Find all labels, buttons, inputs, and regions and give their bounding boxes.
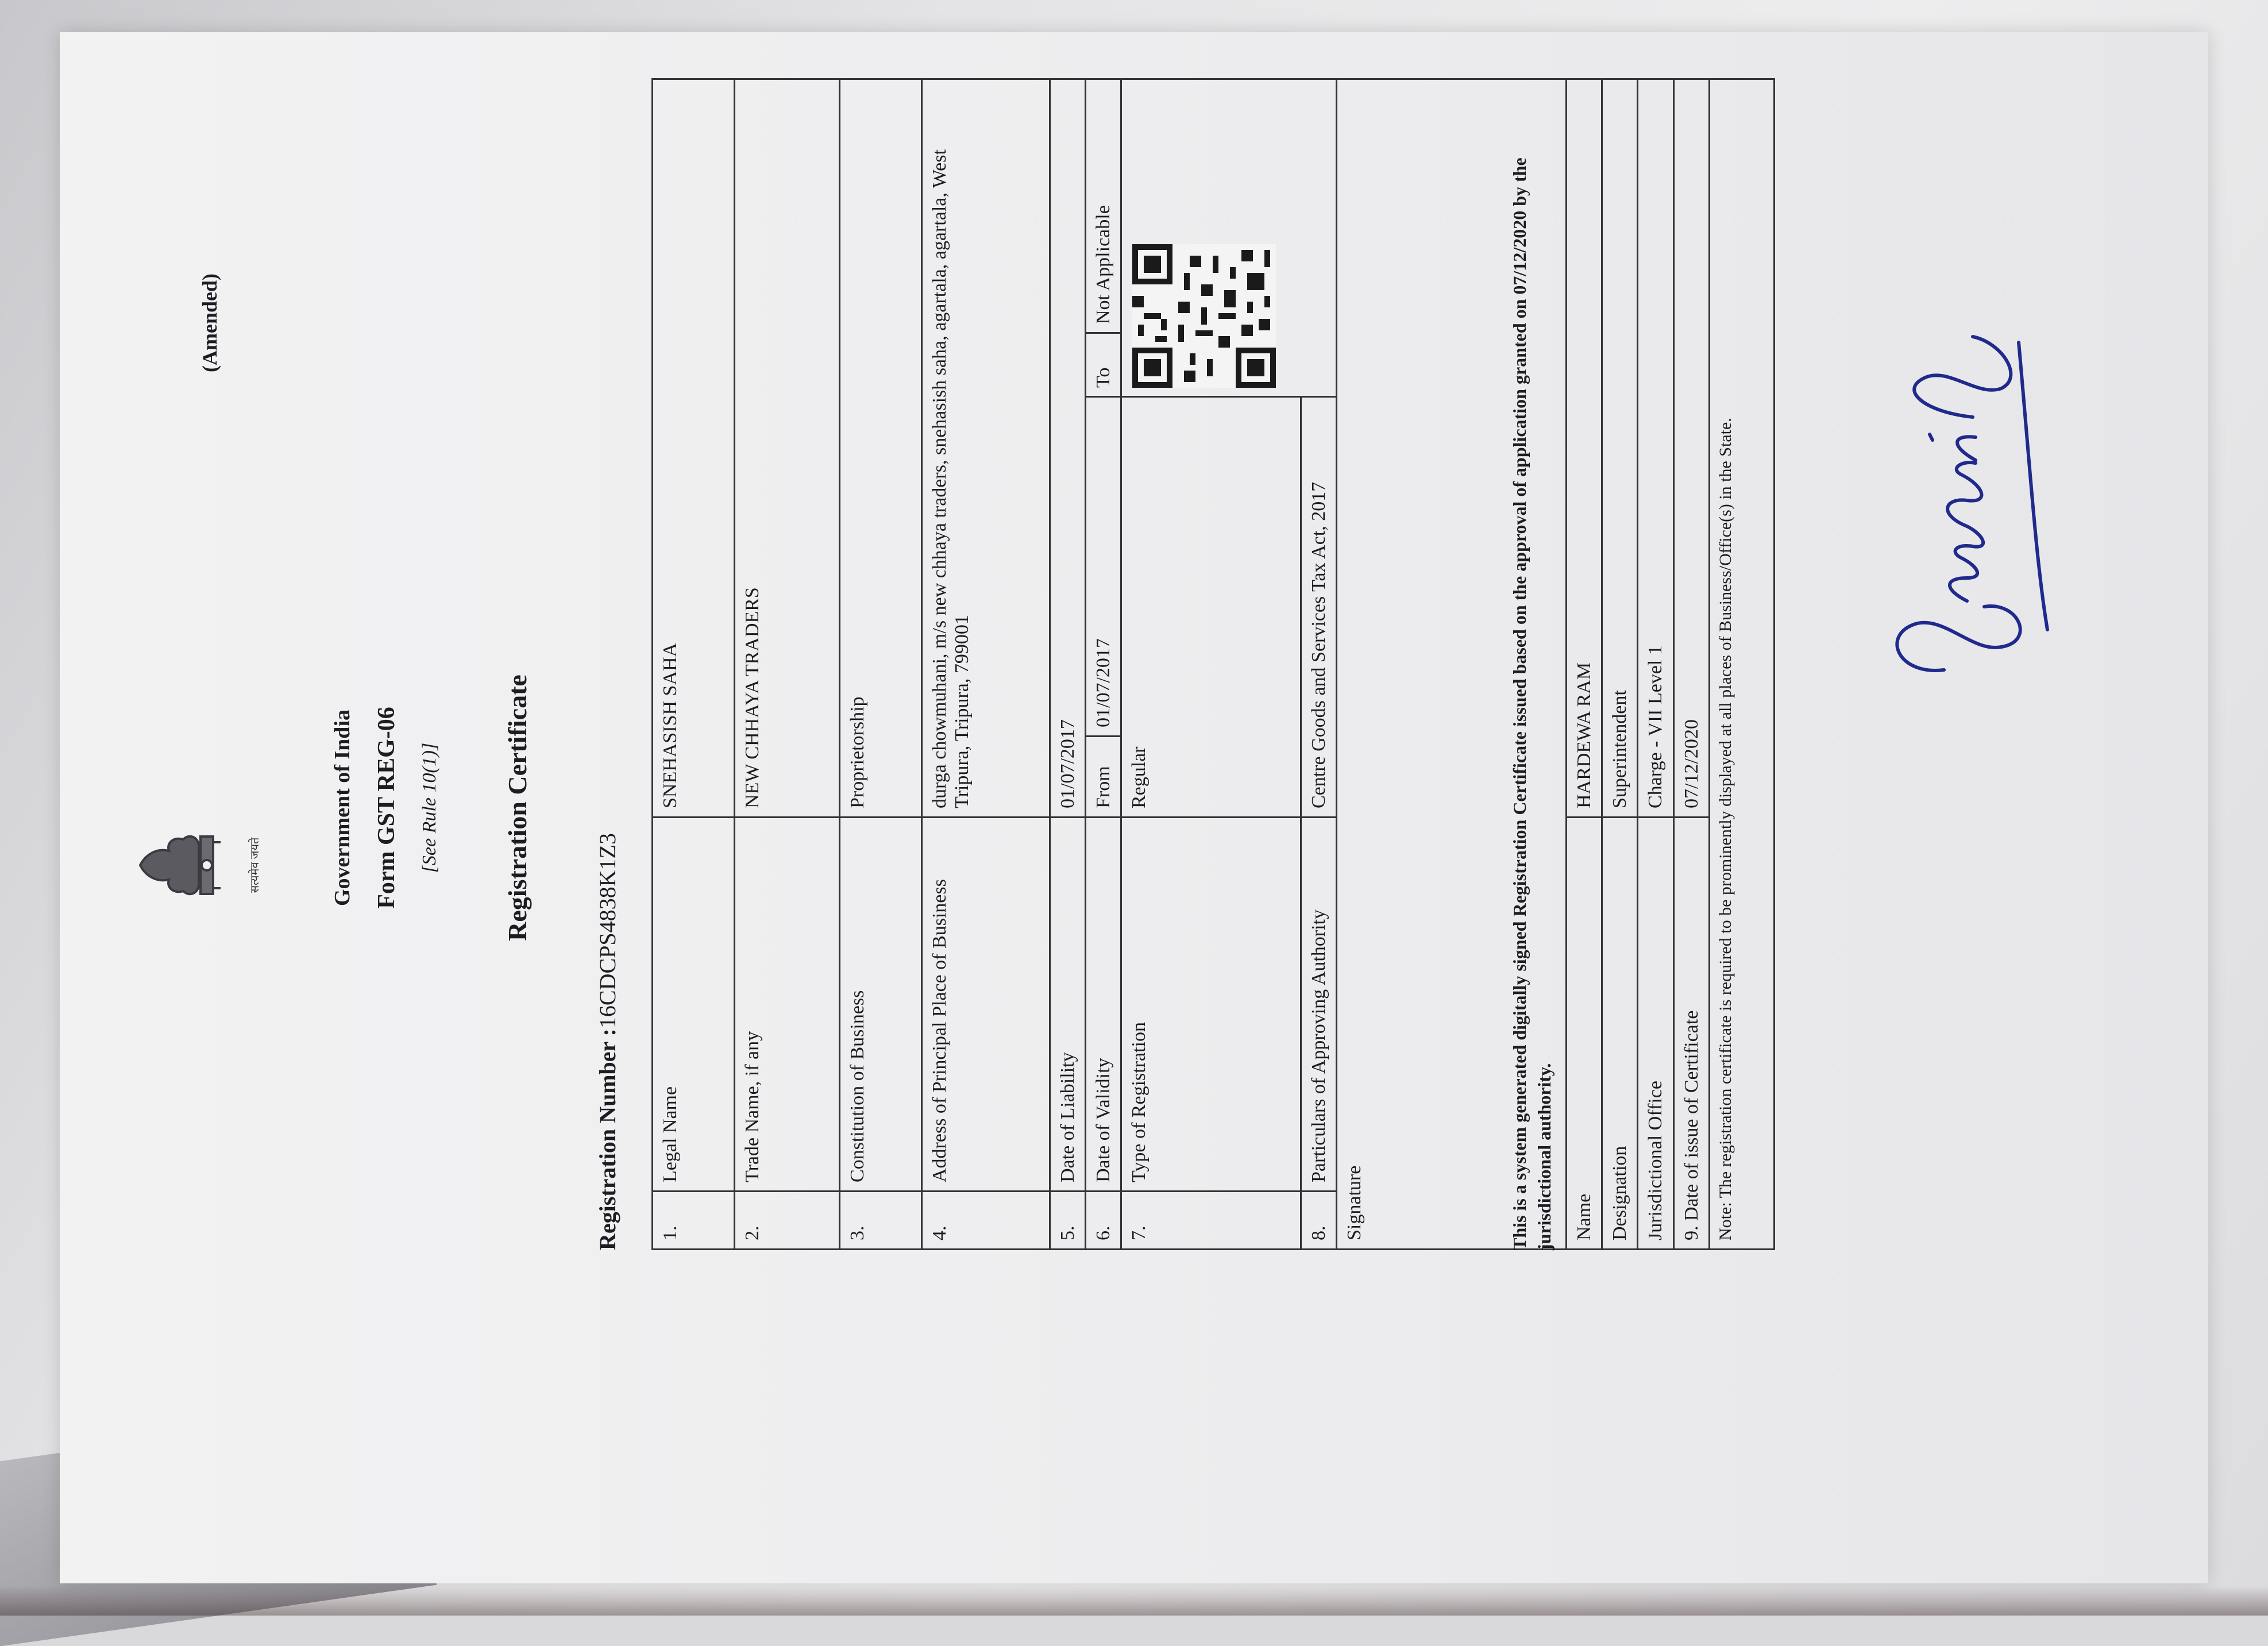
emblem-motto: सत्यमेव जयते <box>249 837 261 893</box>
table-row <box>1602 79 1638 1250</box>
row-label: Constitution of Business <box>840 818 922 1192</box>
liability-date-value: 01/07/2017 <box>1050 79 1086 818</box>
jurisdictional-office-label: Jurisdictional Office <box>1638 818 1673 1250</box>
row-label: Date of Validity <box>1086 818 1121 1192</box>
name-label: Name <box>1567 818 1602 1250</box>
constitution-value: Proprietorship <box>840 79 922 818</box>
national-emblem-icon <box>134 819 244 911</box>
jurisdictional-office-value: Charge - VII Level 1 <box>1638 79 1673 818</box>
system-generated-footer: This is a system generated digitally signed Registration Certificate issued based on the approval of application granted on 07/12/2020 by the jurisdictional authority. <box>1509 157 1555 1250</box>
qr-code-icon <box>1132 244 1276 388</box>
validity-from-value: 01/07/2017 <box>1086 397 1121 737</box>
validity-to-label: To <box>1086 333 1121 397</box>
table-row <box>735 79 840 1250</box>
signature-label: Signature <box>1337 818 1567 1250</box>
bottom-shadow <box>0 1586 2268 1616</box>
row-number: 2. <box>735 1192 840 1250</box>
legal-name-value: SNEHASISH SAHA <box>653 79 735 818</box>
government-heading: Government of India <box>330 710 354 906</box>
table-row <box>653 79 735 1250</box>
row-number: 3. <box>840 1192 922 1250</box>
table-row <box>1567 79 1602 1250</box>
certificate-table <box>651 78 1775 1250</box>
row-label: Legal Name <box>653 818 735 1192</box>
table-row <box>1050 79 1086 1250</box>
designation-label: Designation <box>1602 818 1638 1250</box>
trade-name-value: NEW CHHAYA TRADERS <box>735 79 840 818</box>
display-note: Note: The registration certificate is required to be prominently displayed at all places of Business/Office(s) in the State. <box>1709 79 1774 1250</box>
certificate-page <box>60 32 2208 1583</box>
rule-subheading: [See Rule 10(1)] <box>419 742 440 873</box>
row-number: 4. <box>922 1192 1050 1250</box>
row-number: 5. <box>1050 1192 1086 1250</box>
issue-date-value: 07/12/2020 <box>1673 79 1709 818</box>
address-value: durga chowmuhani, m/s new chhaya traders, snehasish saha, agartala, agartala, West Tripura, Tripura, 799001 <box>922 79 1050 818</box>
row-number: 1. <box>653 1192 735 1250</box>
row-label: Particulars of Approving Authority <box>1301 818 1337 1192</box>
table-row <box>1086 79 1121 1250</box>
table-row <box>1709 79 1774 1250</box>
row-label: Date of Liability <box>1050 818 1086 1192</box>
registration-number-label: Registration Number : <box>595 1028 620 1250</box>
name-value: HARDEWA RAM <box>1567 79 1602 818</box>
row-label: Trade Name, if any <box>735 818 840 1192</box>
registration-number-value: 16CDCPS4838K1Z3 <box>595 833 620 1029</box>
qr-cell <box>1121 79 1337 397</box>
form-heading: Form GST REG-06 <box>373 707 400 909</box>
table-row <box>1673 79 1709 1250</box>
amended-label: (Amended) <box>198 273 221 372</box>
row-number: 8. <box>1301 1192 1337 1250</box>
row-number: 6. <box>1086 1192 1121 1250</box>
handwritten-signature <box>1829 319 2070 687</box>
approving-authority-value: Centre Goods and Services Tax Act, 2017 <box>1301 397 1337 818</box>
row-label: Address of Principal Place of Business <box>922 818 1050 1192</box>
designation-value: Superintendent <box>1602 79 1638 818</box>
table-row <box>1638 79 1673 1250</box>
table-row <box>840 79 922 1250</box>
issue-date-label: 9. Date of issue of Certificate <box>1673 818 1709 1250</box>
validity-from-label: From <box>1086 737 1121 818</box>
row-number: 7. <box>1121 1192 1301 1250</box>
table-row <box>922 79 1050 1250</box>
row-label: Type of Registration <box>1121 818 1301 1192</box>
certificate-title: Registration Certificate <box>503 674 532 941</box>
registration-type-value: Regular <box>1121 397 1301 818</box>
table-row <box>1121 79 1301 1250</box>
registration-number <box>594 833 621 1250</box>
validity-to-value: Not Applicable <box>1086 79 1121 333</box>
